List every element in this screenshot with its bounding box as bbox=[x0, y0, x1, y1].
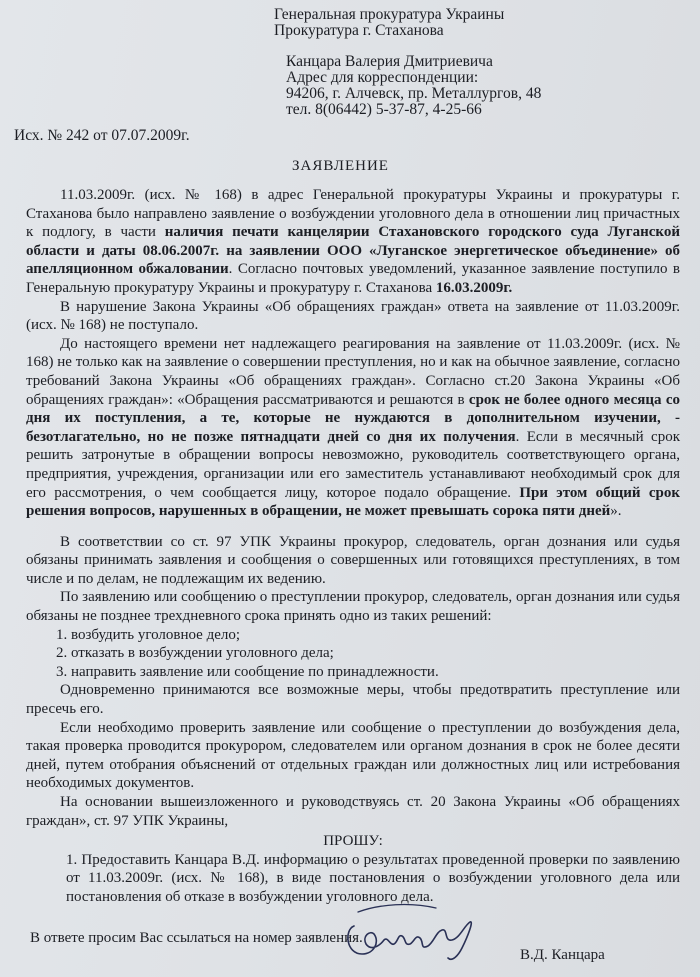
paragraph-7: Если необходимо проверить заявление или сообщение о преступлении до возбуждения дела, такая проверка проводится прокурором, следователем или органом дознания в срок не более десяти дней, путем отобрания объяснений от отдельных граждан или должностных лиц или истребования необходимых документов. bbox=[26, 719, 680, 792]
sender-name: Канцара Валерия Дмитриевича bbox=[286, 53, 493, 70]
paragraph-6: Одновременно принимаются все возможные меры, чтобы предотвратить преступление или пресечь его. bbox=[26, 682, 680, 718]
footer-note: В ответе просим Вас ссылаться на номер заявления. bbox=[30, 930, 363, 946]
sender-address-label: Адрес для корреспонденции: bbox=[286, 69, 479, 86]
addressee-line-1: Генеральная прокуратура Украины bbox=[274, 6, 505, 23]
sender-address: 94206, г. Алчевск, пр. Металлургов, 48 bbox=[286, 85, 542, 102]
request-item: 1. Предоставить Канцара В.Д. информацию о результатах проведенной проверки по заявлению от 11.03.2009г. (исх. № 168), в виде постановления о возбуждении уголовного дела или постановления об отказе в возбуждении уголовного дела. bbox=[66, 851, 680, 905]
paragraph-8: На основании вышеизложенного и руководствуясь ст. 20 Закона Украины «Об обращениях граждан», ст. 97 УПК Украины, bbox=[26, 794, 680, 829]
list-item: 3. направить заявление или сообщение по принадлежности. bbox=[56, 663, 439, 680]
paragraph-4: В соответствии со ст. 97 УПК Украины прокурор, следователь, орган дознания или судья обязаны принимать заявления и сообщения о совершенных или готовящихся преступлениях, в том числе и по делам, не подлежащим их ведению. bbox=[26, 533, 680, 587]
signer-name: В.Д. Канцара bbox=[520, 947, 605, 963]
decisions-list bbox=[26, 626, 680, 682]
document-title: ЗАЯВЛЕНИЕ bbox=[292, 158, 389, 174]
document-body bbox=[26, 186, 680, 907]
paragraph-5: По заявлению или сообщению о преступлении прокурор, следователь, орган дознания или судья обязаны не позднее трехдневного срока принять одно из таких решений: bbox=[26, 589, 680, 625]
request-heading: ПРОШУ: bbox=[323, 833, 383, 850]
paragraph-1: 11.03.2009г. (исх. № 168) в адрес Генеральной прокуратуры Украины и прокуратуры г. Стаханова было направлено заявление о возбуждении уголовного дела в отношении лиц причастных к подлогу, в части наличия печати канцелярии Стахановского городского суда Луганской области и даты 08.06.2007г. на заявлении ООО «Луганское энергетическое объединение» об апелляционном обжаловании. Согласно почтовых уведомлений, указанное заявление поступило в Генеральную прокуратуру Украины и прокуратуру г. Стаханова 16.03.2009г. bbox=[26, 187, 680, 296]
signature-icon bbox=[340, 896, 490, 968]
outgoing-reference: Исх. № 242 от 07.07.2009г. bbox=[14, 127, 190, 144]
addressee-line-2: Прокуратура г. Стаханова bbox=[274, 22, 444, 39]
paragraph-2: В нарушение Закона Украины «Об обращениях граждан» ответа на заявление от 11.03.2009г. (исх. № 168) не поступало. bbox=[26, 298, 680, 334]
sender-phone: тел. 8(06442) 5-37-87, 4-25-66 bbox=[286, 101, 482, 118]
list-item: 2. отказать в возбуждении уголовного дела; bbox=[56, 645, 334, 662]
list-item: 1. возбудить уголовное дело; bbox=[56, 626, 241, 643]
paragraph-3: До настоящего времени нет надлежащего реагирования на заявление от 11.03.2009г. (исх. № 168) не только как на заявление о совершении преступления, но и как на обычное заявление, согласно требований Закона Украины «Об обращениях граждан». Согласно ст.20 Закона Украины «Об обращениях граждан»: «Обращения рассматриваются и решаются в срок не более одного месяца со дня их поступления, а те, которые не нуждаются в дополнительном изучении, - безотлагательно, но не позже пятнадцати дней со дня их получения. Если в месячный срок решить затронутые в обращении вопросы невозможно, руководитель соответствующего органа, предприятия, учреждения, организации или его заместитель устанавливают необходимый срок для его рассмотрения, о чем сообщается лицу, которое подало обращение. При этом общий срок решения вопросов, нарушенных в обращении, не может превышать сорока пяти дней». bbox=[26, 335, 680, 520]
